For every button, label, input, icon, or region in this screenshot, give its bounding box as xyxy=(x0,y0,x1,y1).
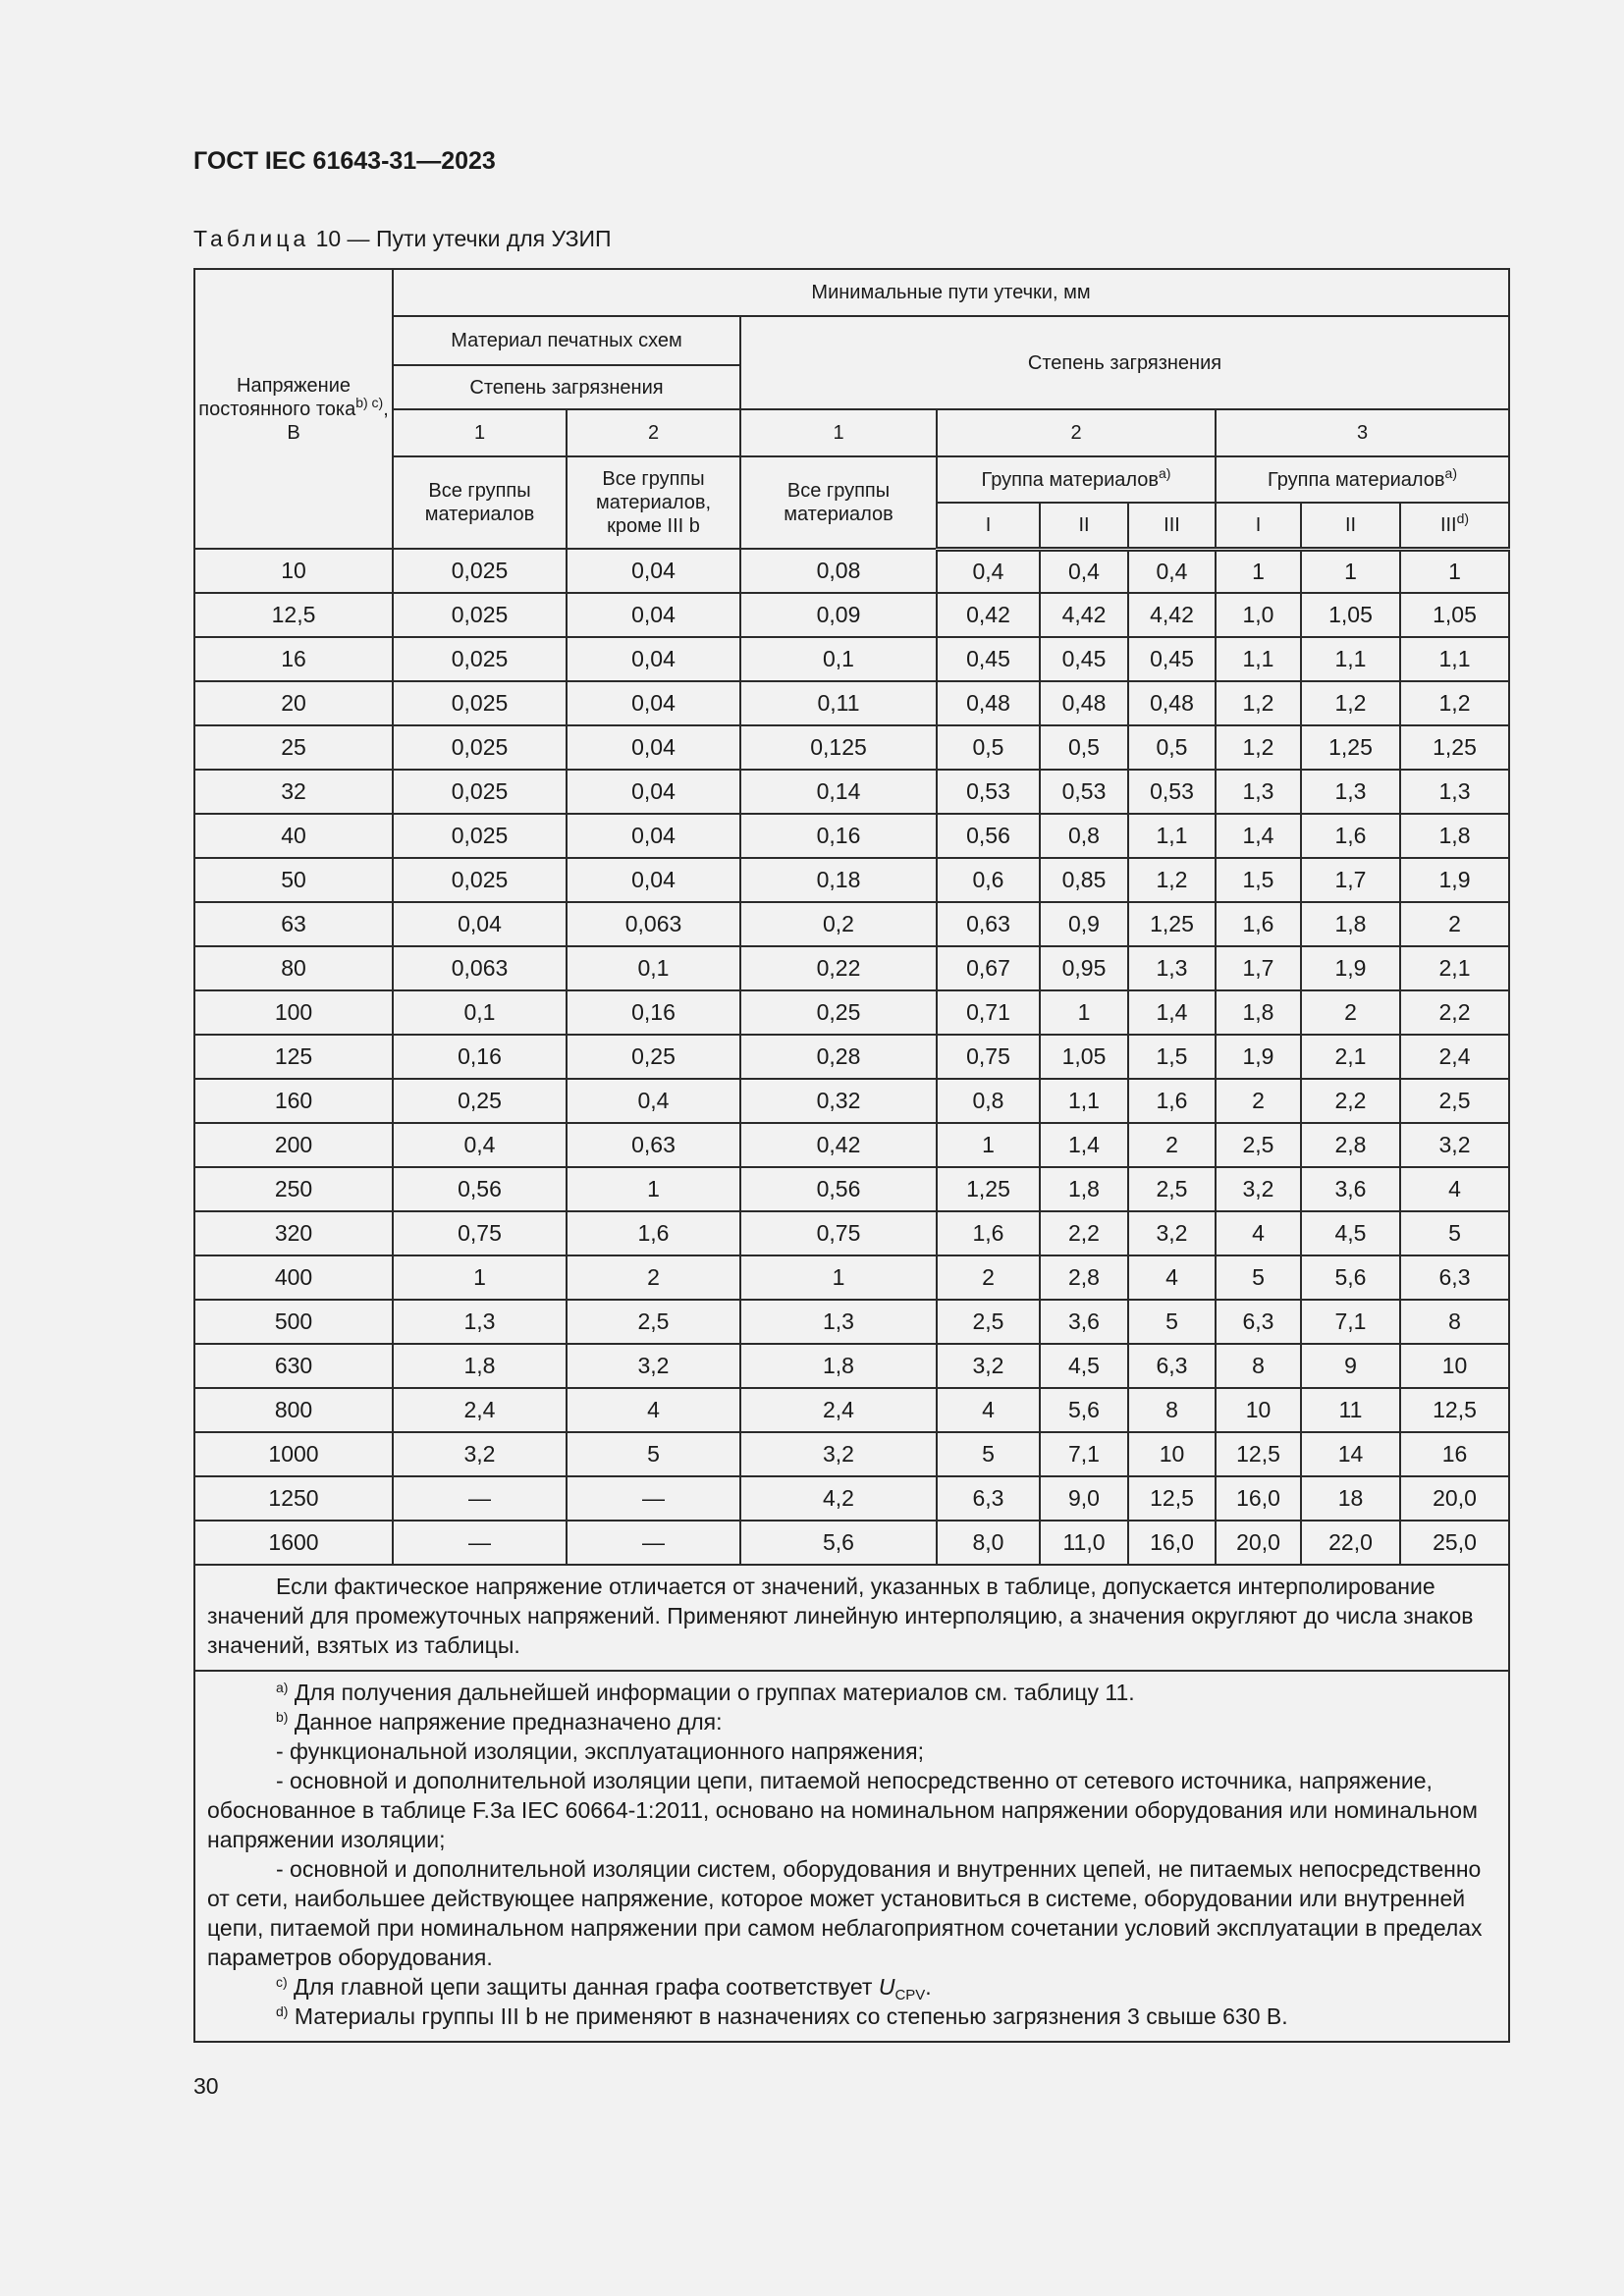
creepage-cell: 1 xyxy=(937,1123,1040,1167)
creepage-cell: 0,025 xyxy=(393,814,567,858)
voltage-cell: 1600 xyxy=(194,1521,393,1565)
creepage-cell: 0,42 xyxy=(740,1123,937,1167)
creepage-cell: 5 xyxy=(1216,1255,1301,1300)
creepage-cell: 10 xyxy=(1128,1432,1216,1476)
creepage-cell: 1,1 xyxy=(1128,814,1216,858)
group-iii-header: III xyxy=(1128,503,1216,549)
table-row xyxy=(194,858,1509,902)
voltage-cell: 20 xyxy=(194,681,393,725)
group-iii-header-2: III$^{d)}$ xyxy=(1400,503,1509,549)
voltage-cell: 160 xyxy=(194,1079,393,1123)
creepage-cell: 3,2 xyxy=(740,1432,937,1476)
creepage-cell: 1 xyxy=(740,1255,937,1300)
creepage-cell: 0,53 xyxy=(1040,770,1128,814)
creepage-cell: 1,2 xyxy=(1216,725,1301,770)
table-row xyxy=(194,681,1509,725)
creepage-cell: 0,5 xyxy=(1040,725,1128,770)
voltage-cell: 12,5 xyxy=(194,593,393,637)
creepage-cell: 6,3 xyxy=(1128,1344,1216,1388)
creepage-cell: 1,1 xyxy=(1301,637,1400,681)
group-i-header-2: I xyxy=(1216,503,1301,549)
creepage-cell: 1,6 xyxy=(1128,1079,1216,1123)
creepage-cell: 0,025 xyxy=(393,681,567,725)
table-body xyxy=(194,549,1509,1565)
creepage-cell: 2,2 xyxy=(1400,990,1509,1035)
degree-1: 1 xyxy=(740,409,937,456)
voltage-cell: 63 xyxy=(194,902,393,946)
footnote-a: $^{a)}$ Для получения дальнейшей информации о группах материалов см. таблицу 11. xyxy=(276,1680,1135,1705)
creepage-cell: 25,0 xyxy=(1400,1521,1509,1565)
creepage-cell: 4,5 xyxy=(1301,1211,1400,1255)
creepage-cell: 0,48 xyxy=(937,681,1040,725)
creepage-cell: 0,04 xyxy=(567,637,740,681)
creepage-cell: 1,3 xyxy=(1128,946,1216,990)
creepage-cell: 1,8 xyxy=(1216,990,1301,1035)
creepage-cell: 5,6 xyxy=(740,1521,937,1565)
pcb-degree-2: 2 xyxy=(567,409,740,456)
material-group-header: Группа материалов$^{a)}$ xyxy=(937,456,1216,503)
creepage-cell: 1,3 xyxy=(1400,770,1509,814)
creepage-cell: 1,25 xyxy=(1301,725,1400,770)
creepage-cell: 1,6 xyxy=(567,1211,740,1255)
voltage-cell: 125 xyxy=(194,1035,393,1079)
creepage-cell: 1,3 xyxy=(740,1300,937,1344)
creepage-cell: 0,04 xyxy=(567,725,740,770)
creepage-cell: 1,8 xyxy=(393,1344,567,1388)
creepage-cell: 1 xyxy=(1301,549,1400,593)
table-row xyxy=(194,1344,1509,1388)
voltage-cell: 1250 xyxy=(194,1476,393,1521)
creepage-cell: 4,42 xyxy=(1128,593,1216,637)
creepage-cell: 1,8 xyxy=(1040,1167,1128,1211)
voltage-cell: 400 xyxy=(194,1255,393,1300)
creepage-cell: 0,04 xyxy=(393,902,567,946)
creepage-cell: 1,1 xyxy=(1040,1079,1128,1123)
pcb-pollution-degree-header: Степень загрязнения xyxy=(393,365,740,409)
creepage-cell: 0,25 xyxy=(567,1035,740,1079)
creepage-cell: 1,1 xyxy=(1216,637,1301,681)
footnote-b-item: - функциональной изоляции, эксплуатационного напряжения; xyxy=(276,1738,924,1764)
creepage-cell: 0,16 xyxy=(393,1035,567,1079)
creepage-cell: 0,1 xyxy=(567,946,740,990)
creepage-cell: 4 xyxy=(1400,1167,1509,1211)
creepage-cell: 1,4 xyxy=(1216,814,1301,858)
creepage-cell: 1,9 xyxy=(1301,946,1400,990)
creepage-cell: 5 xyxy=(567,1432,740,1476)
creepage-cell: 6,3 xyxy=(1216,1300,1301,1344)
creepage-cell: 0,48 xyxy=(1040,681,1128,725)
creepage-cell: 10 xyxy=(1400,1344,1509,1388)
pcb-material-header: Материал печатных схем xyxy=(393,316,740,365)
footnote-c: $^{c)}$ Для главной цепи защиты данная графа соответствует $U_{CPV}$. xyxy=(276,1974,932,2003)
creepage-cell: 0,8 xyxy=(1040,814,1128,858)
creepage-cell: 0,75 xyxy=(937,1035,1040,1079)
creepage-cell: 1,8 xyxy=(740,1344,937,1388)
creepage-cell: 1,2 xyxy=(1400,681,1509,725)
creepage-cell: 0,125 xyxy=(740,725,937,770)
creepage-cell: 14 xyxy=(1301,1432,1400,1476)
footnote-b-item: - основной и дополнительной изоляции систем, оборудования и внутренних цепей, не питаемых непосредственно от сети, наибольшее действующее напряжение, которое может установиться в системе, оборудовании или внутренней цепи, питаемой при номинальном напряжении при самом неблагоприятном сочетании условий эксплуатации в пределах параметров оборудования. xyxy=(207,1856,1483,1970)
interpolation-note: Если фактическое напряжение отличается от значений, указанных в таблице, допускается интерполирование значений для промежуточных напряжений. Применяют линейную интерполяцию, а значения округляют до числа знаков значений, взятых из таблицы. xyxy=(194,1565,1509,1671)
creepage-cell: 0,14 xyxy=(740,770,937,814)
voltage-cell: 250 xyxy=(194,1167,393,1211)
creepage-cell: 10 xyxy=(1216,1388,1301,1432)
creepage-cell: 0,063 xyxy=(393,946,567,990)
creepage-cell: 2,5 xyxy=(937,1300,1040,1344)
creepage-cell: 2,5 xyxy=(1128,1167,1216,1211)
table-row xyxy=(194,770,1509,814)
creepage-cell: 12,5 xyxy=(1400,1388,1509,1432)
creepage-cell: 1,25 xyxy=(937,1167,1040,1211)
creepage-cell: 5 xyxy=(937,1432,1040,1476)
creepage-cell: 0,53 xyxy=(1128,770,1216,814)
creepage-cell: 1,6 xyxy=(1301,814,1400,858)
creepage-cell: 0,04 xyxy=(567,770,740,814)
creepage-cell: 4,2 xyxy=(740,1476,937,1521)
voltage-cell: 320 xyxy=(194,1211,393,1255)
pollution-degree-header: Степень загрязнения xyxy=(740,316,1509,409)
voltage-cell: 40 xyxy=(194,814,393,858)
creepage-cell: 2,8 xyxy=(1040,1255,1128,1300)
table-row xyxy=(194,1167,1509,1211)
creepage-cell: 1,9 xyxy=(1400,858,1509,902)
creepage-cell: 0,04 xyxy=(567,858,740,902)
voltage-cell: 100 xyxy=(194,990,393,1035)
creepage-cell: — xyxy=(393,1476,567,1521)
table-row xyxy=(194,1079,1509,1123)
creepage-cell: 1,5 xyxy=(1128,1035,1216,1079)
creepage-cell: — xyxy=(567,1476,740,1521)
creepage-cell: 2 xyxy=(567,1255,740,1300)
creepage-cell: 1,25 xyxy=(1128,902,1216,946)
creepage-cell: 0,04 xyxy=(567,814,740,858)
creepage-cell: 0,4 xyxy=(393,1123,567,1167)
creepage-cell: 0,025 xyxy=(393,637,567,681)
footnote-b: $^{b)}$ Данное напряжение предназначено для: xyxy=(276,1709,723,1735)
creepage-cell: 6,3 xyxy=(1400,1255,1509,1300)
creepage-cell: 1 xyxy=(1040,990,1128,1035)
creepage-cell: 0,25 xyxy=(740,990,937,1035)
table-row xyxy=(194,549,1509,593)
creepage-cell: 2,4 xyxy=(1400,1035,1509,1079)
creepage-cell: 2,2 xyxy=(1040,1211,1128,1255)
table-row xyxy=(194,902,1509,946)
table-caption xyxy=(193,226,612,252)
creepage-cell: 0,67 xyxy=(937,946,1040,990)
creepage-cell: 2 xyxy=(1400,902,1509,946)
table-row xyxy=(194,1255,1509,1300)
creepage-cell: 16,0 xyxy=(1216,1476,1301,1521)
creepage-cell: 20,0 xyxy=(1216,1521,1301,1565)
creepage-cell: 22,0 xyxy=(1301,1521,1400,1565)
creepage-cell: — xyxy=(393,1521,567,1565)
voltage-cell: 32 xyxy=(194,770,393,814)
creepage-cell: 0,53 xyxy=(937,770,1040,814)
table-row xyxy=(194,1476,1509,1521)
creepage-cell: 8,0 xyxy=(937,1521,1040,1565)
creepage-cell: 0,025 xyxy=(393,725,567,770)
creepage-cell: 2,5 xyxy=(1216,1123,1301,1167)
creepage-cell: 1,0 xyxy=(1216,593,1301,637)
creepage-table xyxy=(193,268,1510,2043)
table-row xyxy=(194,1521,1509,1565)
creepage-cell: 0,45 xyxy=(1040,637,1128,681)
creepage-cell: 1,4 xyxy=(1040,1123,1128,1167)
creepage-cell: 1,25 xyxy=(1400,725,1509,770)
degree-3: 3 xyxy=(1216,409,1509,456)
creepage-cell: 0,16 xyxy=(740,814,937,858)
creepage-cell: 0,63 xyxy=(567,1123,740,1167)
creepage-cell: 4,42 xyxy=(1040,593,1128,637)
creepage-cell: 2,5 xyxy=(567,1300,740,1344)
creepage-cell: 7,1 xyxy=(1301,1300,1400,1344)
voltage-cell: 25 xyxy=(194,725,393,770)
creepage-cell: 3,6 xyxy=(1040,1300,1128,1344)
degree-2: 2 xyxy=(937,409,1216,456)
creepage-cell: 0,09 xyxy=(740,593,937,637)
creepage-cell: 2 xyxy=(1216,1079,1301,1123)
creepage-cell: 18 xyxy=(1301,1476,1400,1521)
creepage-cell: 1,5 xyxy=(1216,858,1301,902)
creepage-cell: 0,9 xyxy=(1040,902,1128,946)
group-ii-header: II xyxy=(1040,503,1128,549)
creepage-cell: 1 xyxy=(1400,549,1509,593)
creepage-cell: 1,9 xyxy=(1216,1035,1301,1079)
creepage-cell: 1 xyxy=(393,1255,567,1300)
creepage-cell: 2,4 xyxy=(740,1388,937,1432)
pcb-degree-1: 1 xyxy=(393,409,567,456)
caption-word: Таблица xyxy=(193,226,310,251)
creepage-cell: 2,1 xyxy=(1400,946,1509,990)
page-number: 30 xyxy=(193,2073,219,2099)
creepage-cell: 2 xyxy=(1301,990,1400,1035)
creepage-cell: 11 xyxy=(1301,1388,1400,1432)
creepage-cell: 1,6 xyxy=(1216,902,1301,946)
creepage-cell: 6,3 xyxy=(937,1476,1040,1521)
all-groups-header-2: Все группы материалов xyxy=(740,456,937,549)
table-row xyxy=(194,1035,1509,1079)
group-ii-header-2: II xyxy=(1301,503,1400,549)
creepage-cell: 1,7 xyxy=(1301,858,1400,902)
creepage-cell: 12,5 xyxy=(1216,1432,1301,1476)
voltage-cell: 200 xyxy=(194,1123,393,1167)
creepage-cell: 11,0 xyxy=(1040,1521,1128,1565)
creepage-cell: 0,4 xyxy=(1128,549,1216,593)
voltage-cell: 10 xyxy=(194,549,393,593)
creepage-cell: 0,4 xyxy=(1040,549,1128,593)
creepage-cell: 1,8 xyxy=(1400,814,1509,858)
creepage-cell: 0,63 xyxy=(937,902,1040,946)
table-row xyxy=(194,1432,1509,1476)
creepage-cell: 0,56 xyxy=(740,1167,937,1211)
creepage-cell: 0,11 xyxy=(740,681,937,725)
creepage-cell: 1,4 xyxy=(1128,990,1216,1035)
creepage-cell: 3,6 xyxy=(1301,1167,1400,1211)
creepage-cell: 2,5 xyxy=(1400,1079,1509,1123)
creepage-cell: 1,3 xyxy=(1301,770,1400,814)
creepage-cell: 4 xyxy=(1216,1211,1301,1255)
creepage-cell: 3,2 xyxy=(393,1432,567,1476)
creepage-cell: 0,6 xyxy=(937,858,1040,902)
creepage-cell: 0,4 xyxy=(567,1079,740,1123)
all-groups-except-header: Все группы материалов, кроме III b xyxy=(567,456,740,549)
creepage-cell: 0,56 xyxy=(937,814,1040,858)
creepage-cell: 2,2 xyxy=(1301,1079,1400,1123)
voltage-cell: 630 xyxy=(194,1344,393,1388)
creepage-cell: 3,2 xyxy=(1216,1167,1301,1211)
creepage-cell: 0,18 xyxy=(740,858,937,902)
voltage-cell: 1000 xyxy=(194,1432,393,1476)
creepage-cell: 1,05 xyxy=(1301,593,1400,637)
creepage-cell: 0,025 xyxy=(393,593,567,637)
creepage-cell: 0,71 xyxy=(937,990,1040,1035)
creepage-cell: 0,85 xyxy=(1040,858,1128,902)
creepage-cell: 1,3 xyxy=(393,1300,567,1344)
creepage-cell: 3,2 xyxy=(937,1344,1040,1388)
creepage-cell: 2,1 xyxy=(1301,1035,1400,1079)
creepage-cell: 0,95 xyxy=(1040,946,1128,990)
creepage-cell: 4,5 xyxy=(1040,1344,1128,1388)
table-row xyxy=(194,946,1509,990)
footnotes xyxy=(194,1671,1509,2042)
creepage-cell: 0,32 xyxy=(740,1079,937,1123)
table-row xyxy=(194,637,1509,681)
creepage-cell: 1,8 xyxy=(1301,902,1400,946)
creepage-cell: 4 xyxy=(937,1388,1040,1432)
creepage-cell: 2 xyxy=(937,1255,1040,1300)
creepage-cell: 4 xyxy=(1128,1255,1216,1300)
creepage-cell: 0,8 xyxy=(937,1079,1040,1123)
creepage-cell: 5 xyxy=(1400,1211,1509,1255)
document-title: ГОСТ IEC 61643-31—2023 xyxy=(193,147,496,175)
creepage-cell: 0,025 xyxy=(393,770,567,814)
footnote-d: $^{d)}$ Материалы группы III b не применяют в назначениях со степенью загрязнения 3 свыше 630 В. xyxy=(276,2003,1288,2029)
creepage-cell: 0,5 xyxy=(1128,725,1216,770)
creepage-cell: 5 xyxy=(1128,1300,1216,1344)
voltage-column-header: Напряжение постоянного тока$^{b) c)}$, В xyxy=(194,269,393,549)
creepage-cell: 1 xyxy=(1216,549,1301,593)
creepage-cell: 0,04 xyxy=(567,681,740,725)
creepage-cell: 1,05 xyxy=(1040,1035,1128,1079)
creepage-cell: 0,2 xyxy=(740,902,937,946)
min-creepage-header: Минимальные пути утечки, мм xyxy=(393,269,1509,316)
creepage-cell: 5,6 xyxy=(1040,1388,1128,1432)
table-row xyxy=(194,725,1509,770)
creepage-cell: 1,6 xyxy=(937,1211,1040,1255)
creepage-cell: 0,48 xyxy=(1128,681,1216,725)
voltage-cell: 16 xyxy=(194,637,393,681)
creepage-cell: 8 xyxy=(1216,1344,1301,1388)
material-group-header-2: Группа материалов$^{a)}$ xyxy=(1216,456,1509,503)
caption-text: 10 — Пути утечки для УЗИП xyxy=(309,226,612,251)
creepage-cell: 0,56 xyxy=(393,1167,567,1211)
creepage-cell: 12,5 xyxy=(1128,1476,1216,1521)
creepage-cell: 1,2 xyxy=(1301,681,1400,725)
creepage-cell: 7,1 xyxy=(1040,1432,1128,1476)
table-row xyxy=(194,1388,1509,1432)
creepage-cell: 0,75 xyxy=(740,1211,937,1255)
creepage-cell: 8 xyxy=(1400,1300,1509,1344)
all-groups-header: Все группы материалов xyxy=(393,456,567,549)
creepage-cell: 3,2 xyxy=(1128,1211,1216,1255)
table-row xyxy=(194,990,1509,1035)
creepage-cell: 0,08 xyxy=(740,549,937,593)
creepage-cell: 1,2 xyxy=(1216,681,1301,725)
creepage-cell: 0,75 xyxy=(393,1211,567,1255)
creepage-cell: 0,22 xyxy=(740,946,937,990)
creepage-cell: 3,2 xyxy=(567,1344,740,1388)
table-row xyxy=(194,814,1509,858)
creepage-cell: 4 xyxy=(567,1388,740,1432)
creepage-cell: 1,05 xyxy=(1400,593,1509,637)
creepage-cell: 16,0 xyxy=(1128,1521,1216,1565)
creepage-cell: 1,3 xyxy=(1216,770,1301,814)
creepage-cell: 0,025 xyxy=(393,858,567,902)
creepage-cell: 0,45 xyxy=(937,637,1040,681)
creepage-cell: 0,16 xyxy=(567,990,740,1035)
creepage-cell: 3,2 xyxy=(1400,1123,1509,1167)
group-i-header: I xyxy=(937,503,1040,549)
creepage-table-wrapper xyxy=(193,268,1508,2043)
creepage-cell: 9 xyxy=(1301,1344,1400,1388)
footnote-b-item: - основной и дополнительной изоляции цепи, питаемой непосредственно от сетевого источника, напряжение, обоснованное в таблице F.3a IEC 60664-1:2011, основано на номинальном напряжении оборудования или номинальном напряжении изоляции; xyxy=(207,1768,1478,1852)
creepage-cell: 1 xyxy=(567,1167,740,1211)
creepage-cell: 0,063 xyxy=(567,902,740,946)
creepage-cell: 2,8 xyxy=(1301,1123,1400,1167)
creepage-cell: 0,45 xyxy=(1128,637,1216,681)
creepage-cell: 0,4 xyxy=(937,549,1040,593)
creepage-cell: 8 xyxy=(1128,1388,1216,1432)
creepage-cell: 0,025 xyxy=(393,549,567,593)
creepage-cell: 1,7 xyxy=(1216,946,1301,990)
creepage-cell: 0,25 xyxy=(393,1079,567,1123)
table-row xyxy=(194,1211,1509,1255)
creepage-cell: 2,4 xyxy=(393,1388,567,1432)
creepage-cell: 0,42 xyxy=(937,593,1040,637)
table-row xyxy=(194,593,1509,637)
table-row xyxy=(194,1123,1509,1167)
voltage-cell: 80 xyxy=(194,946,393,990)
creepage-cell: 0,5 xyxy=(937,725,1040,770)
creepage-cell: 20,0 xyxy=(1400,1476,1509,1521)
creepage-cell: 0,1 xyxy=(740,637,937,681)
creepage-cell: 1,1 xyxy=(1400,637,1509,681)
creepage-cell: 0,1 xyxy=(393,990,567,1035)
creepage-cell: 2 xyxy=(1128,1123,1216,1167)
voltage-cell: 50 xyxy=(194,858,393,902)
creepage-cell: 0,04 xyxy=(567,593,740,637)
creepage-cell: — xyxy=(567,1521,740,1565)
voltage-cell: 500 xyxy=(194,1300,393,1344)
voltage-cell: 800 xyxy=(194,1388,393,1432)
creepage-cell: 1,2 xyxy=(1128,858,1216,902)
creepage-cell: 5,6 xyxy=(1301,1255,1400,1300)
creepage-cell: 0,04 xyxy=(567,549,740,593)
creepage-cell: 0,28 xyxy=(740,1035,937,1079)
creepage-cell: 16 xyxy=(1400,1432,1509,1476)
creepage-cell: 9,0 xyxy=(1040,1476,1128,1521)
table-row xyxy=(194,1300,1509,1344)
